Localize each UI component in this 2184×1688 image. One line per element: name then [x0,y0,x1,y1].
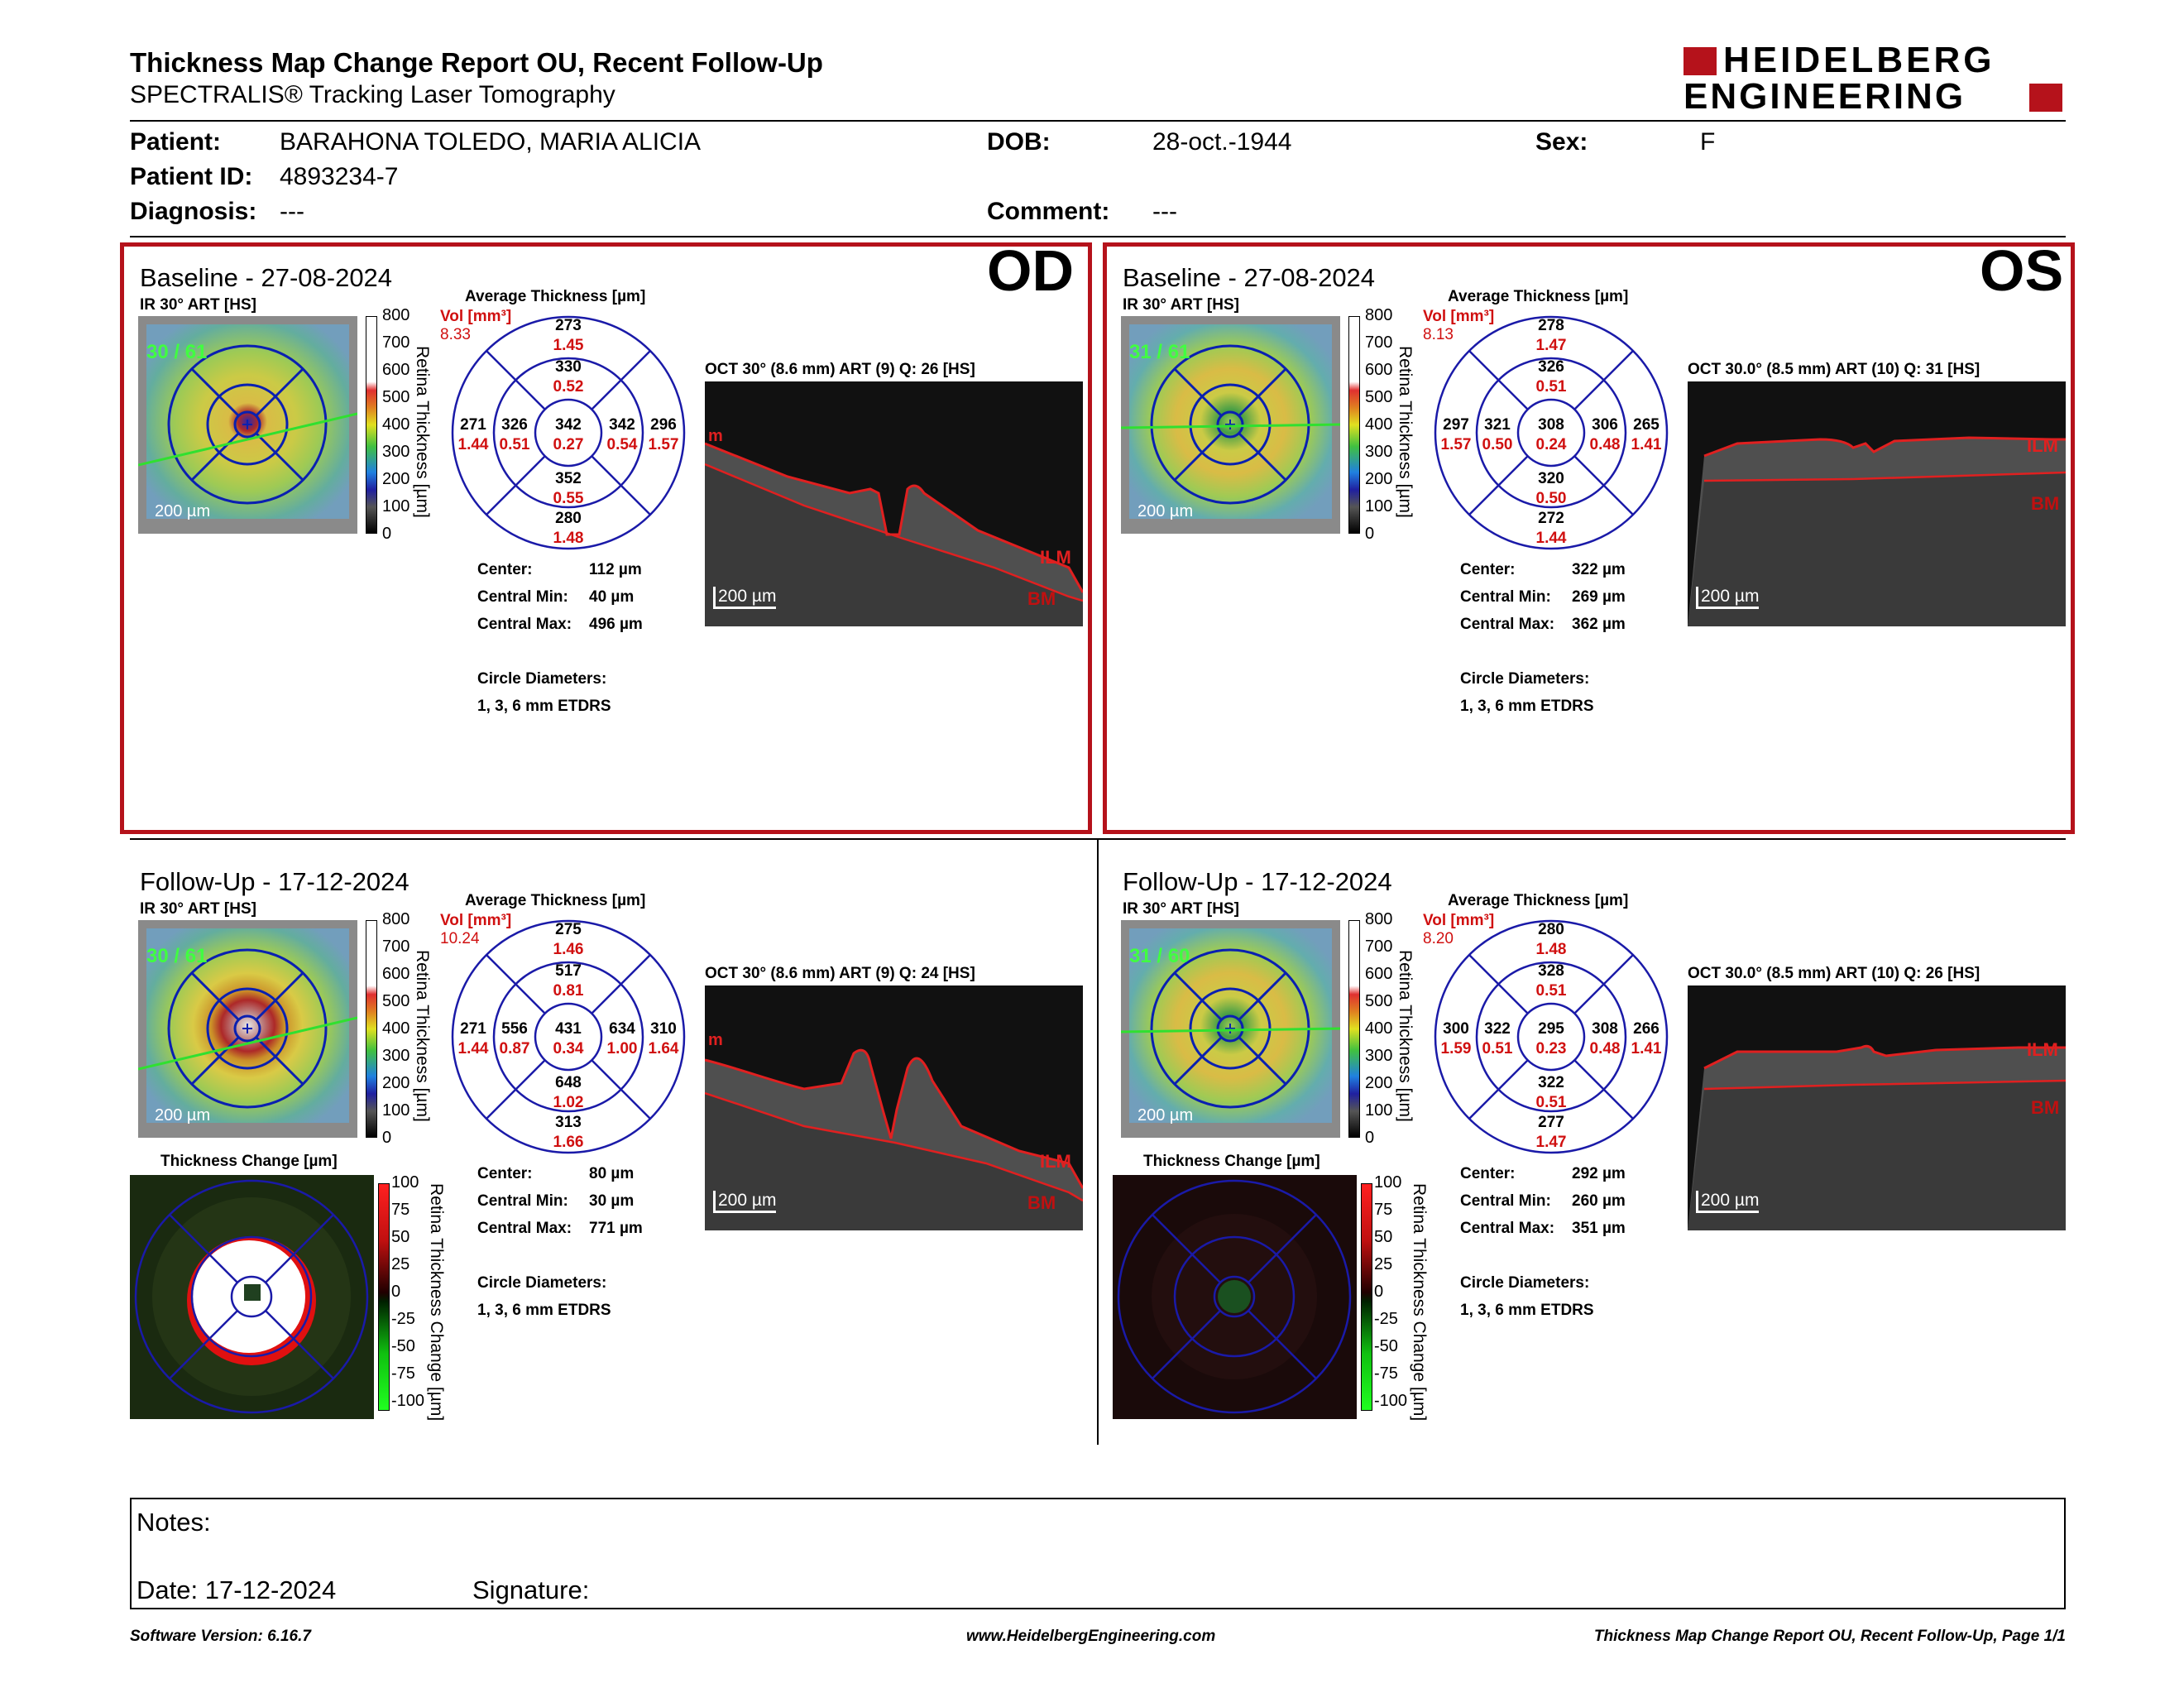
notes-date: Date: 17-12-2024 [136,1575,337,1604]
od-followup-sector-inner-left-volume: 0.87 [499,1040,530,1057]
os-followup-change-tick: -100 [1374,1392,1408,1410]
os-followup-cmin-label: Central Min: [1460,1192,1551,1210]
os-baseline-sector-inner-right-volume: 0.48 [1589,436,1621,453]
od-followup-sector-inner-left-thickness: 556 [501,1020,528,1038]
os-followup-oct-label: OCT 30.0° (8.5 mm) ART (10) Q: 26 [HS] [1688,965,1980,982]
os-followup-change-tick: 25 [1374,1255,1393,1273]
os-baseline-thickness-colorbar [1348,316,1360,534]
od-baseline-sector-outer-top-volume: 1.45 [553,337,584,354]
od-baseline-sector-outer-right-thickness: 296 [650,416,677,434]
os-followup-etdrs-grid [1431,917,1671,1157]
od-baseline-oct-scale: 200 µm [713,587,776,609]
os-baseline-vol-value: 8.13 [1423,326,1454,343]
od-followup-sector-center-volume: 0.34 [553,1040,584,1057]
od-followup-avg-title: Average Thickness [µm] [465,892,646,909]
os-baseline-sector-center-thickness: 308 [1538,416,1564,434]
patient-name: BARAHONA TOLEDO, MARIA ALICIA [280,128,702,156]
od-followup-sector-inner-right-volume: 1.00 [606,1040,638,1057]
os-followup-scale-tick: 100 [1365,1101,1393,1120]
od-baseline-avg-title: Average Thickness [µm] [465,288,646,305]
os-followup-fundus-scale: 200 µm [1138,1106,1194,1125]
patient-id: 4893234-7 [280,163,399,190]
od-followup-sector-outer-bottom-volume: 1.66 [553,1134,584,1151]
os-followup-change-map[interactable] [1113,1175,1357,1419]
os-baseline-oct-scan[interactable] [1688,381,2066,626]
os-baseline-vol-label: Vol [mm³] [1423,308,1495,325]
heidelberg-logo [1684,40,2064,117]
sex-label: Sex: [1535,128,1588,156]
os-followup-sector-outer-bottom-thickness: 277 [1538,1114,1564,1131]
os-baseline-scale-tick: 500 [1365,388,1393,406]
od-baseline-center-value: 112 µm [589,561,642,578]
od-baseline-cmax-value: 496 µm [589,616,643,633]
os-baseline-fundus-scale: 200 µm [1138,502,1194,520]
os-followup-axis-title: Retina Thickness [µm] [1396,950,1415,1122]
os-followup-sector-outer-left-thickness: 300 [1443,1020,1469,1038]
od-followup-oct-ilm-label: ILM [1040,1151,1071,1172]
os-followup-sector-inner-bottom-thickness: 322 [1538,1074,1564,1091]
header-rule [130,120,2066,122]
od-followup-cmin-label: Central Min: [477,1192,568,1210]
od-followup-scale-tick: 600 [382,965,410,983]
od-followup-scale-tick: 400 [382,1019,410,1038]
od-baseline-cmin-value: 40 µm [589,588,635,606]
os-followup-change-tick: 0 [1374,1283,1384,1301]
os-baseline-scale-tick: 800 [1365,306,1393,324]
os-followup-change-tick: 50 [1374,1228,1393,1246]
od-followup-ir-label: IR 30° ART [HS] [140,900,256,918]
os-followup-sector-inner-right-thickness: 308 [1592,1020,1618,1038]
os-baseline-title: Baseline - 27-08-2024 [1123,263,1376,292]
os-baseline-oct-scale: 200 µm [1696,587,1759,609]
od-baseline-oct-bm-label: BM [1027,588,1056,609]
os-followup-avg-title: Average Thickness [µm] [1448,892,1629,909]
od-followup-cmax-value: 771 µm [589,1220,643,1237]
od-baseline-scale-tick: 600 [382,361,410,379]
os-followup-title: Follow-Up - 17-12-2024 [1123,867,1392,896]
os-followup-circle-value: 1, 3, 6 mm ETDRS [1460,1302,1594,1319]
os-followup-sector-outer-bottom-volume: 1.47 [1535,1134,1567,1151]
od-followup-vol-value: 10.24 [440,930,480,947]
diagnosis-label: Diagnosis: [130,198,257,225]
od-baseline-scale-tick: 300 [382,443,410,461]
od-followup-change-tick: 75 [391,1201,410,1219]
od-baseline-oct-m-label: m [708,427,723,445]
od-followup-scale-tick: 500 [382,992,410,1010]
od-followup-sector-outer-left-thickness: 271 [460,1020,486,1038]
os-followup-sector-inner-left-volume: 0.51 [1482,1040,1513,1057]
notes-label: Notes: [136,1508,211,1537]
od-baseline-sector-inner-top-thickness: 330 [555,358,582,376]
os-followup-change-colorbar [1361,1183,1372,1411]
od-baseline-fundus-overlay: 30 / 61 [146,341,208,363]
os-followup-scale-tick: 400 [1365,1019,1393,1038]
od-followup-scale-tick: 200 [382,1074,410,1092]
od-baseline-oct-scan[interactable] [705,381,1083,626]
dob-value: 28-oct.-1944 [1152,128,1292,156]
os-followup-sector-outer-right-thickness: 266 [1633,1020,1660,1038]
os-followup-sector-inner-top-volume: 0.51 [1535,982,1567,1000]
od-followup-scale-tick: 100 [382,1101,410,1120]
os-followup-cmax-label: Central Max: [1460,1220,1555,1237]
os-baseline-cmax-value: 362 µm [1572,616,1626,633]
logo-line2: ENGINEERING [1684,76,1966,117]
od-baseline-vol-label: Vol [mm³] [440,308,512,325]
os-followup-vol-value: 8.20 [1423,930,1454,947]
notes-box[interactable] [130,1498,2066,1609]
od-baseline-title: Baseline - 27-08-2024 [140,263,393,292]
os-followup-change-title: Thickness Change [µm] [1143,1153,1320,1170]
diagnosis-value: --- [280,198,304,225]
od-baseline-sector-inner-bottom-thickness: 352 [555,470,582,487]
od-followup-change-title: Thickness Change [µm] [160,1153,338,1170]
os-baseline-oct-label: OCT 30.0° (8.5 mm) ART (10) Q: 31 [HS] [1688,361,1980,378]
os-baseline-etdrs-grid [1431,313,1671,553]
os-baseline-circle-label: Circle Diameters: [1460,670,1590,688]
os-followup-sector-outer-top-volume: 1.48 [1535,941,1567,958]
os-baseline-avg-title: Average Thickness [µm] [1448,288,1629,305]
od-followup-scale-tick: 300 [382,1047,410,1065]
od-baseline-sector-outer-top-thickness: 273 [555,317,582,334]
od-followup-thickness-colorbar [366,920,377,1138]
od-followup-change-tick: -50 [391,1337,415,1355]
od-followup-change-map[interactable] [130,1175,374,1419]
od-followup-change-tick: -75 [391,1364,415,1383]
od-baseline-sector-outer-left-thickness: 271 [460,416,486,434]
os-baseline-fundus-overlay: 31 / 61 [1129,341,1190,363]
os-followup-sector-center-volume: 0.23 [1535,1040,1567,1057]
od-baseline-sector-inner-bottom-volume: 0.55 [553,490,584,507]
od-followup-change-tick: -25 [391,1310,415,1328]
od-followup-change-axis-title: Retina Thickness Change [µm] [427,1183,446,1422]
dob-label: DOB: [987,128,1051,156]
os-baseline-scale-tick: 700 [1365,333,1393,352]
od-baseline-etdrs-grid [448,313,688,553]
od-baseline-fundus-scale: 200 µm [155,502,211,520]
os-baseline-sector-inner-left-volume: 0.50 [1482,436,1513,453]
od-followup-sector-inner-bottom-thickness: 648 [555,1074,582,1091]
os-baseline-sector-outer-bottom-volume: 1.44 [1535,530,1567,547]
os-followup-sector-outer-top-thickness: 280 [1538,921,1564,938]
os-baseline-scale-tick: 600 [1365,361,1393,379]
os-baseline-sector-center-volume: 0.24 [1535,436,1567,453]
od-baseline-sector-center-thickness: 342 [555,416,582,434]
od-followup-oct-m-label: m [708,1031,723,1049]
od-baseline-sector-outer-bottom-thickness: 280 [555,510,582,527]
od-followup-vol-label: Vol [mm³] [440,912,512,929]
od-followup-sector-outer-top-volume: 1.46 [553,941,584,958]
os-baseline-scale-tick: 200 [1365,470,1393,488]
os-followup-oct-scan[interactable] [1688,985,2066,1230]
vertical-divider [1097,838,1099,1445]
os-followup-center-value: 292 µm [1572,1165,1626,1182]
os-baseline-center-value: 322 µm [1572,561,1626,578]
os-followup-oct-ilm-label: ILM [2027,1039,2058,1060]
od-baseline-circle-value: 1, 3, 6 mm ETDRS [477,698,611,715]
od-followup-etdrs-grid [448,917,688,1157]
os-baseline-oct-ilm-label: ILM [2027,435,2058,456]
os-baseline-cmin-label: Central Min: [1460,588,1551,606]
os-baseline-sector-inner-bottom-thickness: 320 [1538,470,1564,487]
os-followup-ir-label: IR 30° ART [HS] [1123,900,1239,918]
od-baseline-sector-inner-right-volume: 0.54 [606,436,638,453]
comment-label: Comment: [987,198,1110,225]
os-baseline-sector-outer-bottom-thickness: 272 [1538,510,1564,527]
od-baseline-scale-tick: 200 [382,470,410,488]
od-followup-sector-center-thickness: 431 [555,1020,582,1038]
os-followup-fundus-overlay: 31 / 60 [1129,945,1190,967]
os-baseline-sector-inner-top-volume: 0.51 [1535,378,1567,396]
os-baseline-sector-outer-top-thickness: 278 [1538,317,1564,334]
od-baseline-sector-inner-left-thickness: 326 [501,416,528,434]
od-baseline-scale-tick: 700 [382,333,410,352]
signature-label: Signature: [472,1575,590,1604]
sex-value: F [1700,128,1716,156]
od-followup-sector-inner-top-volume: 0.81 [553,982,584,1000]
od-followup-axis-title: Retina Thickness [µm] [413,950,432,1122]
os-followup-scale-tick: 300 [1365,1047,1393,1065]
od-followup-cmax-label: Central Max: [477,1220,572,1237]
od-followup-sector-inner-top-thickness: 517 [555,962,582,980]
os-followup-sector-outer-right-volume: 1.41 [1631,1040,1662,1057]
od-baseline-cmax-label: Central Max: [477,616,572,633]
od-followup-sector-inner-bottom-volume: 1.02 [553,1094,584,1111]
os-baseline-scale-tick: 300 [1365,443,1393,461]
os-baseline-axis-title: Retina Thickness [µm] [1396,346,1415,518]
os-followup-fundus-image[interactable] [1121,920,1340,1138]
os-eye-label: OS [1980,238,2064,303]
os-followup-change-tick: -25 [1374,1310,1398,1328]
od-baseline-sector-center-volume: 0.27 [553,436,584,453]
os-followup-scale-tick: 700 [1365,938,1393,956]
od-followup-change-tick: -100 [391,1392,425,1410]
od-followup-sector-outer-top-thickness: 275 [555,921,582,938]
os-baseline-sector-outer-left-thickness: 297 [1443,416,1469,434]
os-followup-scale-tick: 800 [1365,910,1393,928]
os-baseline-scale-tick: 100 [1365,497,1393,516]
od-followup-fundus-overlay: 30 / 61 [146,945,208,967]
od-followup-change-tick: 100 [391,1173,419,1192]
od-followup-oct-bm-label: BM [1027,1192,1056,1213]
comment-value: --- [1152,198,1177,225]
od-followup-sector-outer-right-thickness: 310 [650,1020,677,1038]
od-followup-oct-scan[interactable] [705,985,1083,1230]
od-followup-title: Follow-Up - 17-12-2024 [140,867,410,896]
od-followup-change-tick: 0 [391,1283,401,1301]
os-baseline-cmax-label: Central Max: [1460,616,1555,633]
os-followup-sector-inner-right-volume: 0.48 [1589,1040,1621,1057]
os-followup-center-label: Center: [1460,1165,1516,1182]
os-baseline-fundus-image[interactable] [1121,316,1340,534]
od-followup-sector-outer-right-volume: 1.64 [648,1040,679,1057]
od-baseline-sector-inner-left-volume: 0.51 [499,436,530,453]
os-baseline-oct-bm-label: BM [2031,493,2060,514]
od-followup-fundus-scale: 200 µm [155,1106,211,1125]
od-baseline-thickness-colorbar [366,316,377,534]
os-followup-vol-label: Vol [mm³] [1423,912,1495,929]
os-followup-change-tick: 75 [1374,1201,1393,1219]
os-followup-change-tick: -75 [1374,1364,1398,1383]
os-baseline-sector-inner-top-thickness: 326 [1538,358,1564,376]
os-baseline-sector-inner-bottom-volume: 0.50 [1535,490,1567,507]
os-baseline-scale-tick: 0 [1365,525,1375,543]
os-followup-change-tick: -50 [1374,1337,1398,1355]
os-followup-sector-inner-left-thickness: 322 [1484,1020,1511,1038]
od-baseline-center-label: Center: [477,561,533,578]
os-followup-change-axis-title: Retina Thickness Change [µm] [1410,1183,1429,1422]
patient-id-label: Patient ID: [130,163,253,190]
os-followup-scale-tick: 0 [1365,1129,1375,1147]
os-followup-circle-label: Circle Diameters: [1460,1274,1590,1292]
footer-website[interactable]: www.HeidelbergEngineering.com [966,1628,1216,1645]
report-subtitle: SPECTRALIS® Tracking Laser Tomography [130,81,615,108]
od-followup-sector-outer-left-volume: 1.44 [457,1040,489,1057]
os-followup-scale-tick: 200 [1365,1074,1393,1092]
od-baseline-axis-title: Retina Thickness [µm] [413,346,432,518]
od-followup-scale-tick: 700 [382,938,410,956]
os-baseline-sector-inner-right-thickness: 306 [1592,416,1618,434]
os-baseline-sector-outer-left-volume: 1.57 [1440,436,1472,453]
od-baseline-vol-value: 8.33 [440,326,471,343]
od-followup-oct-label: OCT 30° (8.6 mm) ART (9) Q: 24 [HS] [705,965,975,982]
os-followup-oct-bm-label: BM [2031,1097,2060,1118]
os-baseline-scale-tick: 400 [1365,415,1393,434]
os-followup-cmin-value: 260 µm [1572,1192,1626,1210]
od-followup-cmin-value: 30 µm [589,1192,635,1210]
os-followup-scale-tick: 600 [1365,965,1393,983]
od-followup-sector-outer-bottom-thickness: 313 [555,1114,582,1131]
od-followup-center-value: 80 µm [589,1165,635,1182]
od-baseline-cmin-label: Central Min: [477,588,568,606]
os-followup-sector-inner-bottom-volume: 0.51 [1535,1094,1567,1111]
od-baseline-scale-tick: 100 [382,497,410,516]
report-title: Thickness Map Change Report OU, Recent Follow-Up [130,47,823,78]
od-baseline-oct-ilm-label: ILM [1040,547,1071,568]
footer-page: Thickness Map Change Report OU, Recent Follow-Up, Page 1/1 [1593,1628,2066,1645]
os-followup-oct-scale: 200 µm [1696,1191,1759,1213]
od-baseline-scale-tick: 500 [382,388,410,406]
od-followup-change-tick: 50 [391,1228,410,1246]
od-baseline-fundus-image[interactable] [138,316,357,534]
os-followup-change-tick: 100 [1374,1173,1402,1192]
od-baseline-sector-inner-right-thickness: 342 [609,416,635,434]
os-baseline-sector-outer-right-thickness: 265 [1633,416,1660,434]
os-followup-sector-center-thickness: 295 [1538,1020,1564,1038]
od-followup-fundus-image[interactable] [138,920,357,1138]
os-baseline-cmin-value: 269 µm [1572,588,1626,606]
od-followup-scale-tick: 0 [382,1129,392,1147]
od-baseline-scale-tick: 400 [382,415,410,434]
footer-software: Software Version: 6.16.7 [130,1628,311,1645]
os-baseline-circle-value: 1, 3, 6 mm ETDRS [1460,698,1594,715]
od-followup-sector-inner-right-thickness: 634 [609,1020,635,1038]
od-baseline-oct-label: OCT 30° (8.6 mm) ART (9) Q: 26 [HS] [705,361,975,378]
os-followup-scale-tick: 500 [1365,992,1393,1010]
patient-rule [130,236,2066,237]
od-followup-change-colorbar [378,1183,390,1411]
od-baseline-sector-outer-left-volume: 1.44 [457,436,489,453]
os-baseline-ir-label: IR 30° ART [HS] [1123,296,1239,314]
od-eye-label: OD [987,238,1074,303]
od-followup-center-label: Center: [477,1165,533,1182]
od-followup-circle-label: Circle Diameters: [477,1274,607,1292]
od-followup-circle-value: 1, 3, 6 mm ETDRS [477,1302,611,1319]
logo-line1: HEIDELBERG [1723,40,1995,80]
od-baseline-sector-inner-top-volume: 0.52 [553,378,584,396]
os-baseline-sector-inner-left-thickness: 321 [1484,416,1511,434]
od-baseline-scale-tick: 0 [382,525,392,543]
od-baseline-ir-label: IR 30° ART [HS] [140,296,256,314]
os-followup-sector-outer-left-volume: 1.59 [1440,1040,1472,1057]
od-followup-oct-scale: 200 µm [713,1191,776,1213]
os-baseline-center-label: Center: [1460,561,1516,578]
od-baseline-scale-tick: 800 [382,306,410,324]
patient-label: Patient: [130,128,222,156]
os-followup-sector-inner-top-thickness: 328 [1538,962,1564,980]
od-followup-change-tick: 25 [391,1255,410,1273]
od-baseline-sector-outer-bottom-volume: 1.48 [553,530,584,547]
os-baseline-sector-outer-top-volume: 1.47 [1535,337,1567,354]
od-followup-scale-tick: 800 [382,910,410,928]
os-followup-thickness-colorbar [1348,920,1360,1138]
od-baseline-sector-outer-right-volume: 1.57 [648,436,679,453]
od-baseline-circle-label: Circle Diameters: [477,670,607,688]
os-followup-cmax-value: 351 µm [1572,1220,1626,1237]
os-baseline-sector-outer-right-volume: 1.41 [1631,436,1662,453]
